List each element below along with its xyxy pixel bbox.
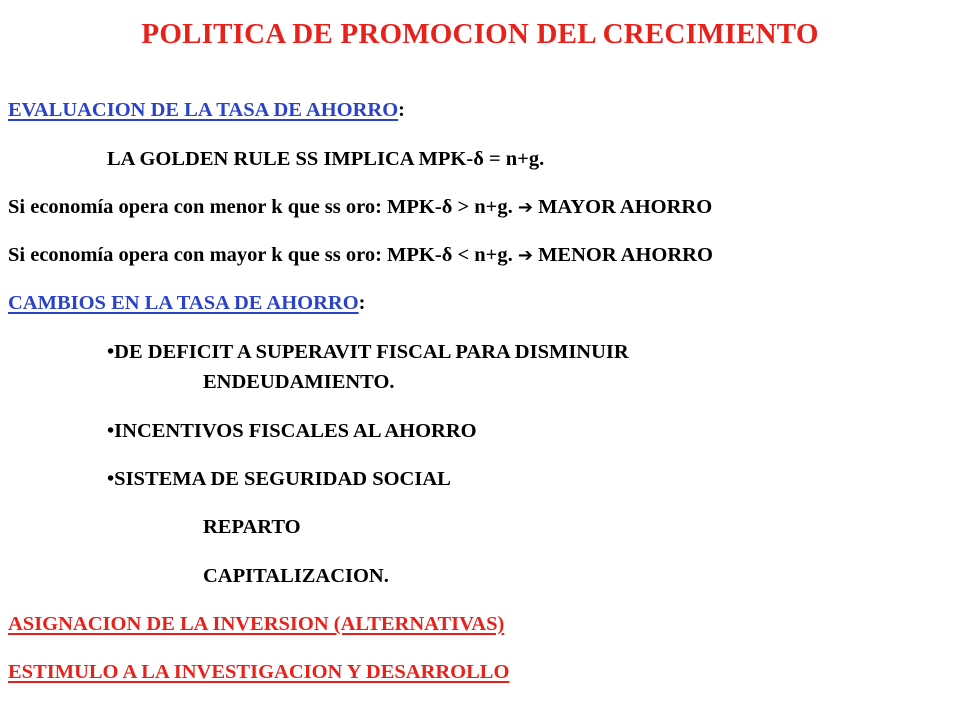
asignacion-link[interactable]: ASIGNACION DE LA INVERSION (ALTERNATIVAS) [8,613,505,635]
right-arrow-icon: ➔ [517,197,533,218]
bullet-deficit-line1: •DE DEFICIT A SUPERAVIT FISCAL PARA DISMINUIR [107,341,629,363]
section-heading-cambios [8,291,366,315]
golden-rule-text: LA GOLDEN RULE SS IMPLICA MPK-δ = n+g. [107,148,545,170]
estimulo-link[interactable]: ESTIMULO A LA INVESTIGACION Y DESARROLLO [8,661,510,683]
bullet-seguridad-social: •SISTEMA DE SEGURIDAD SOCIAL [107,468,451,490]
sub-item-reparto: REPARTO [203,516,301,538]
bullet-deficit-line2: ENDEUDAMIENTO. [203,371,395,393]
menor-k-result: MAYOR AHORRO [538,196,713,218]
mayor-k-line [8,243,713,268]
sub-item-capitalizacion: CAPITALIZACION. [203,565,389,587]
menor-k-line [8,195,712,220]
mayor-k-text: Si economía opera con mayor k que ss oro: MPK-δ < n+g. [8,244,513,266]
page-title: POLITICA DE PROMOCION DEL CRECIMIENTO [141,18,819,50]
mayor-k-result: MENOR AHORRO [538,244,713,266]
cambios-link[interactable]: CAMBIOS EN LA TASA DE AHORRO [8,292,359,314]
evaluacion-link[interactable]: EVALUACION DE LA TASA DE AHORRO [8,99,399,121]
heading-colon: : [398,99,405,121]
right-arrow-icon: ➔ [517,245,533,266]
menor-k-text: Si economía opera con menor k que ss oro: MPK-δ > n+g. [8,196,513,218]
section-heading-estimulo [8,660,509,684]
heading-colon: : [358,292,366,314]
section-heading-evaluacion [8,98,405,122]
bullet-incentivos: •INCENTIVOS FISCALES AL AHORRO [107,420,477,442]
section-heading-asignacion [8,612,504,636]
